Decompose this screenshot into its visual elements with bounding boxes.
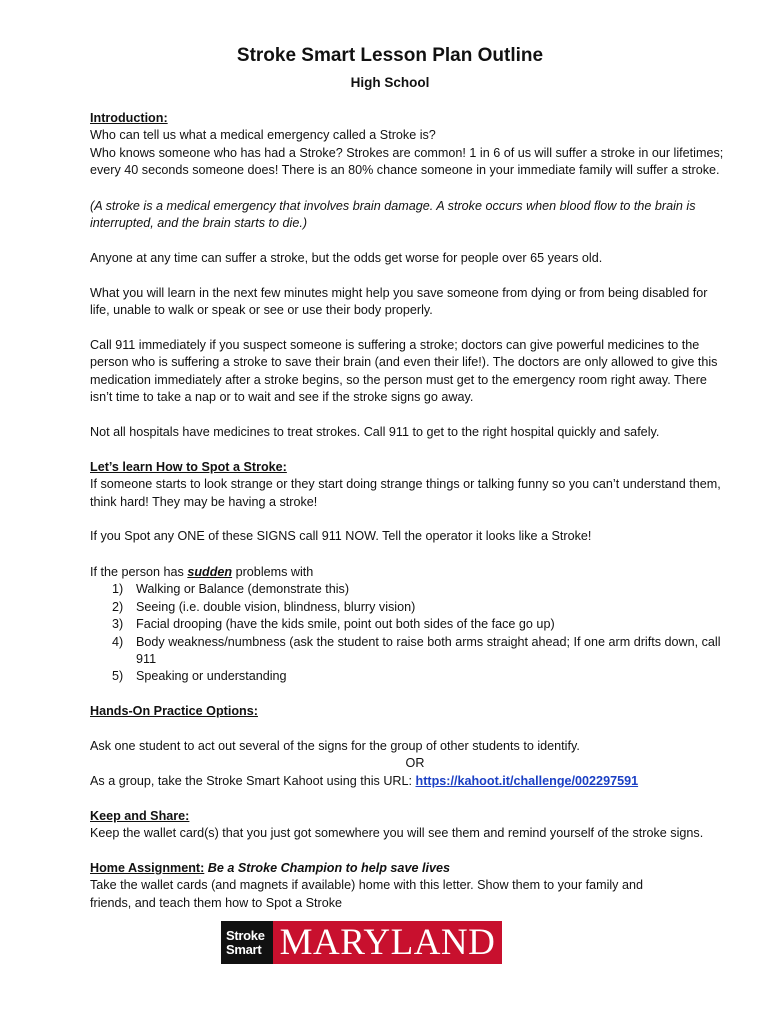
signs-paragraph xyxy=(90,528,740,545)
problems-post: problems with xyxy=(232,565,314,579)
practice-heading: Hands-On Practice Options: xyxy=(90,704,258,718)
list-text: Facial drooping (have the kids smile, point out both sides of the face go up) xyxy=(136,617,555,632)
paragraph-line: isn’t time to take a nap or to wait and see if the stroke signs go away. xyxy=(90,390,474,405)
spot-line: If someone starts to look strange or they start doing strange things or talking funny so you can’t understand them, xyxy=(90,477,721,492)
home-line: Take the wallet cards (and magnets if available) home with this letter. Show them to your family and xyxy=(90,878,643,893)
list-number: 3) xyxy=(112,617,124,632)
home-heading-line xyxy=(90,860,740,877)
intro-line: every 40 seconds someone does! There is an 80% chance someone in your immediate family will suffer a stroke. xyxy=(90,163,720,178)
intro-line: Who knows someone who has had a Stroke? Strokes are common! 1 in 6 of us will suffer a stroke in our lifetimes; xyxy=(90,145,724,160)
list-text: Body weakness/numbness (ask the student to raise both arms straight ahead; If one arm drifts down, call xyxy=(136,634,721,649)
home-heading: Home Assignment: xyxy=(90,861,205,875)
list-text: Walking or Balance (demonstrate this) xyxy=(136,582,350,597)
page-subtitle: High School xyxy=(350,75,430,90)
stroke-smart-maryland-logo xyxy=(221,921,502,964)
paragraph-line: life, unable to walk or speak or see or use their body properly. xyxy=(90,303,433,318)
sign-list xyxy=(90,581,740,685)
logo-badge xyxy=(221,921,273,964)
paragraph-line: person who is suffering a stroke to save their brain (and even their life!). The doctors are only allowed to give this xyxy=(90,355,718,370)
practice-section xyxy=(90,703,740,720)
home-line: friends, and teach them how to Spot a Stroke xyxy=(90,895,343,910)
list-number: 5) xyxy=(112,669,124,684)
keep-heading: Keep and Share: xyxy=(90,809,190,823)
keep-line: Keep the wallet card(s) that you just got somewhere you will see them and remind yourself of the stroke signs. xyxy=(90,826,704,841)
list-text: Seeing (i.e. double vision, blindness, blurry vision) xyxy=(136,599,416,614)
home-tagline: Be a Stroke Champion to help save lives xyxy=(204,861,450,875)
practice-option-1: Ask one student to act out several of the signs for the group of other students to identify. xyxy=(90,739,580,753)
paragraph-line: If you Spot any ONE of these SIGNS call 911 NOW. Tell the operator it looks like a Stroke! xyxy=(90,529,592,543)
hospitals-paragraph xyxy=(90,424,740,441)
list-number: 1) xyxy=(112,582,124,597)
practice-option-2 xyxy=(90,773,740,790)
call911-paragraph xyxy=(90,337,740,407)
list-text-continued: 911 xyxy=(136,652,157,667)
paragraph-line: Anyone at any time can suffer a stroke, but the odds get worse for people over 65 years old. xyxy=(90,251,603,265)
logo-word: Stroke xyxy=(226,927,265,943)
sudden-emphasis: sudden xyxy=(187,565,233,579)
stroke-definition xyxy=(90,198,740,233)
list-item xyxy=(90,616,740,633)
list-number: 4) xyxy=(112,634,124,649)
logo-state: MARYLAND xyxy=(279,922,496,963)
problems-intro xyxy=(90,564,740,581)
definition-line: (A stroke is a medical emergency that involves brain damage. A stroke occurs when blood flow to the brain is xyxy=(90,199,696,213)
learn-paragraph xyxy=(90,285,740,320)
paragraph-line: medication immediately after a stroke begins, so the person must get to the emergency room right away. There xyxy=(90,372,707,387)
intro-section xyxy=(90,110,740,180)
list-item xyxy=(90,599,740,616)
or-separator: OR xyxy=(405,756,425,771)
list-number: 2) xyxy=(112,599,124,614)
problems-list-block xyxy=(90,564,740,686)
spot-heading: Let’s learn How to Spot a Stroke: xyxy=(90,460,287,474)
keep-section xyxy=(90,808,740,843)
list-item xyxy=(90,668,740,685)
page-title: Stroke Smart Lesson Plan Outline xyxy=(236,45,544,66)
paragraph-line: What you will learn in the next few minutes might help you save someone from dying or from being disabled for xyxy=(90,286,708,300)
list-item xyxy=(90,581,740,598)
list-text: Speaking or understanding xyxy=(136,669,287,684)
problems-pre: If the person has xyxy=(90,565,188,579)
list-item xyxy=(90,634,740,669)
spot-section xyxy=(90,459,740,511)
definition-line: interrupted, and the brain starts to die.) xyxy=(90,216,308,231)
anyone-paragraph xyxy=(90,250,740,267)
intro-line: Who can tell us what a medical emergency called a Stroke is? xyxy=(90,128,436,143)
kahoot-text: As a group, take the Stroke Smart Kahoot using this URL: xyxy=(90,773,416,788)
paragraph-line: Not all hospitals have medicines to treat strokes. Call 911 to get to the right hospital quickly and safely. xyxy=(90,425,660,439)
spot-line: think hard! They may be having a stroke! xyxy=(90,494,318,509)
kahoot-link[interactable]: https://kahoot.it/challenge/002297591 xyxy=(415,773,639,788)
logo-word: Smart xyxy=(226,941,262,957)
paragraph-line: Call 911 immediately if you suspect someone is suffering a stroke; doctors can give powerful medicines to the xyxy=(90,338,700,352)
intro-heading: Introduction: xyxy=(90,111,168,125)
practice-options xyxy=(90,738,740,790)
home-section xyxy=(90,860,740,912)
